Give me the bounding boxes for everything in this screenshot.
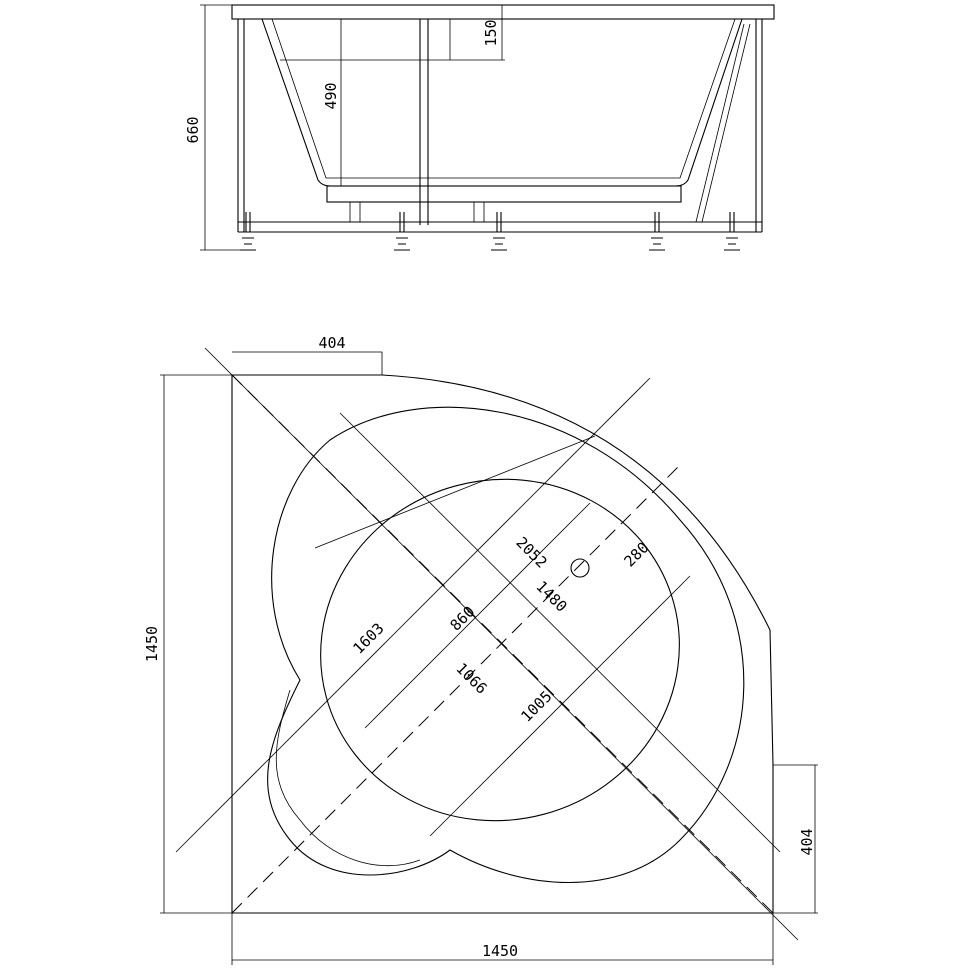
dim-width: 1450 xyxy=(481,942,519,960)
top-plan-view xyxy=(143,334,818,965)
tub-rim xyxy=(232,5,774,19)
dim-inner-width: 1066 xyxy=(452,659,491,698)
drain-hole xyxy=(571,559,589,577)
dim-top-flat: 404 xyxy=(318,334,346,352)
dim-drain-offset: 280 xyxy=(620,538,653,571)
dim-inner-long: 1603 xyxy=(349,619,388,658)
adjustable-feet xyxy=(240,212,740,250)
dim-depth: 1450 xyxy=(143,625,161,663)
dim-inner-depth: 490 xyxy=(322,82,340,110)
dim-right-flat: 404 xyxy=(798,828,816,856)
dim-outer-diag: 1480 xyxy=(532,577,571,616)
dim-total-height: 660 xyxy=(184,116,202,144)
dim-rim-height: 150 xyxy=(482,19,500,47)
dim-diagonal: 2052 xyxy=(512,533,551,572)
side-elevation-view xyxy=(184,5,774,250)
rim-contour xyxy=(268,407,744,882)
dim-seat: 1005 xyxy=(517,687,556,726)
dim-inner-cross: 860 xyxy=(446,602,479,635)
